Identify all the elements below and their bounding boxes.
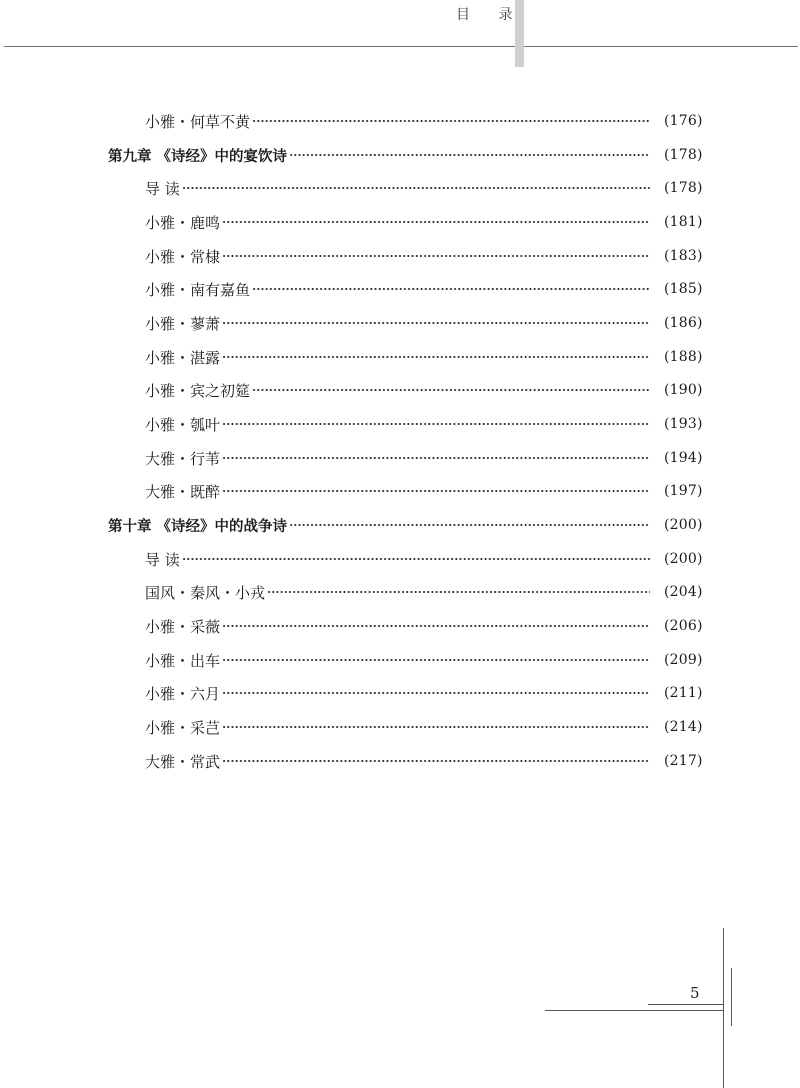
dot-leader (182, 175, 650, 201)
toc-entry-page: (176) (664, 113, 703, 129)
toc-chapter-entry[interactable] (0, 512, 800, 538)
dot-leader (222, 748, 650, 774)
toc-entry[interactable] (0, 579, 800, 605)
toc-entry-page: (214) (664, 719, 703, 735)
toc-entry-title: 大雅・既醉 (145, 482, 221, 501)
toc-entry-title: 小雅・湛露 (145, 348, 221, 367)
dot-leader (182, 546, 650, 572)
dot-leader (252, 108, 650, 134)
toc-entry-page: (178) (664, 180, 703, 196)
dot-leader (222, 478, 650, 504)
footer-vertical-rule-short (731, 968, 732, 1026)
toc-entry-page: (211) (664, 685, 703, 701)
footer-horizontal-rule (545, 1010, 724, 1011)
toc-entry[interactable] (0, 411, 800, 437)
toc-entry-page: (209) (664, 652, 703, 668)
toc-entry-page: (185) (664, 281, 703, 297)
toc-entry-page: (204) (664, 584, 703, 600)
toc-entry-page: (197) (664, 483, 703, 499)
toc-entry-title: 小雅・南有嘉鱼 (145, 280, 251, 299)
toc-entry-title: 小雅・采薇 (145, 617, 221, 636)
toc-entry-page: (217) (664, 753, 703, 769)
dot-leader (222, 445, 650, 471)
toc-entry[interactable] (0, 748, 800, 774)
toc-entry[interactable] (0, 209, 800, 235)
toc-entry-title: 小雅・出车 (145, 651, 221, 670)
page-number: 5 (690, 984, 700, 1002)
toc-chapter-title: 第十章 《诗经》中的战争诗 (108, 518, 288, 535)
toc-entry[interactable] (0, 377, 800, 403)
dot-leader (222, 344, 650, 370)
toc-entry[interactable] (0, 613, 800, 639)
toc-entry[interactable] (0, 276, 800, 302)
toc-entry-title: 小雅・采芑 (145, 718, 221, 737)
toc-entry-page: (188) (664, 349, 703, 365)
toc-entry-page: (186) (664, 315, 703, 331)
toc-entry-title: 小雅・何草不黄 (145, 112, 251, 131)
toc-entry[interactable] (0, 344, 800, 370)
dot-leader (267, 579, 650, 605)
toc-entry[interactable] (0, 714, 800, 740)
toc-entry-page: (193) (664, 416, 703, 432)
toc-entry-title: 小雅・宾之初筵 (145, 381, 251, 400)
toc-entry-page: (200) (664, 517, 703, 533)
toc-entry[interactable] (0, 647, 800, 673)
dot-leader (222, 209, 650, 235)
toc-entry-page: (183) (664, 248, 703, 264)
toc-entry-page: (194) (664, 450, 703, 466)
toc-entry-title: 大雅・常武 (145, 752, 221, 771)
toc-chapter-entry[interactable] (0, 142, 800, 168)
dot-leader (222, 680, 650, 706)
toc-entry-title: 导 读 (145, 550, 180, 569)
toc-entry-title: 小雅・六月 (145, 684, 221, 703)
toc-entry[interactable] (0, 310, 800, 336)
dot-leader (289, 512, 650, 538)
dot-leader (222, 714, 650, 740)
dot-leader (222, 243, 650, 269)
dot-leader (222, 647, 650, 673)
dot-leader (252, 377, 650, 403)
toc-entry-page: (178) (664, 147, 703, 163)
dot-leader (289, 142, 650, 168)
toc-entry-title: 小雅・瓠叶 (145, 415, 221, 434)
toc-entry-title: 小雅・鹿鸣 (145, 213, 221, 232)
running-header-title: 目 录 (456, 7, 525, 23)
toc-entry-page: (206) (664, 618, 703, 634)
toc-entry-title: 国风・秦风・小戎 (145, 583, 266, 602)
toc-entry[interactable] (0, 243, 800, 269)
toc-entry[interactable] (0, 445, 800, 471)
toc-entry[interactable] (0, 680, 800, 706)
toc-entry-title: 小雅・常棣 (145, 247, 221, 266)
toc-entry[interactable] (0, 175, 800, 201)
toc-chapter-title: 第九章 《诗经》中的宴饮诗 (108, 148, 288, 165)
toc-entry-page: (181) (664, 214, 703, 230)
toc-entry-title: 大雅・行苇 (145, 449, 221, 468)
toc-entry-page: (190) (664, 382, 703, 398)
dot-leader (222, 613, 650, 639)
toc-entry[interactable] (0, 108, 800, 134)
toc-entry-title: 导 读 (145, 179, 180, 198)
toc-entry[interactable] (0, 546, 800, 572)
dot-leader (222, 310, 650, 336)
dot-leader (252, 276, 650, 302)
header-rule (4, 46, 798, 47)
toc-entry-page: (200) (664, 551, 703, 567)
dot-leader (222, 411, 650, 437)
toc-entry[interactable] (0, 478, 800, 504)
toc-entry-title: 小雅・蓼萧 (145, 314, 221, 333)
footer-vertical-rule (723, 928, 724, 1088)
footer-horizontal-rule-short (648, 1004, 724, 1005)
